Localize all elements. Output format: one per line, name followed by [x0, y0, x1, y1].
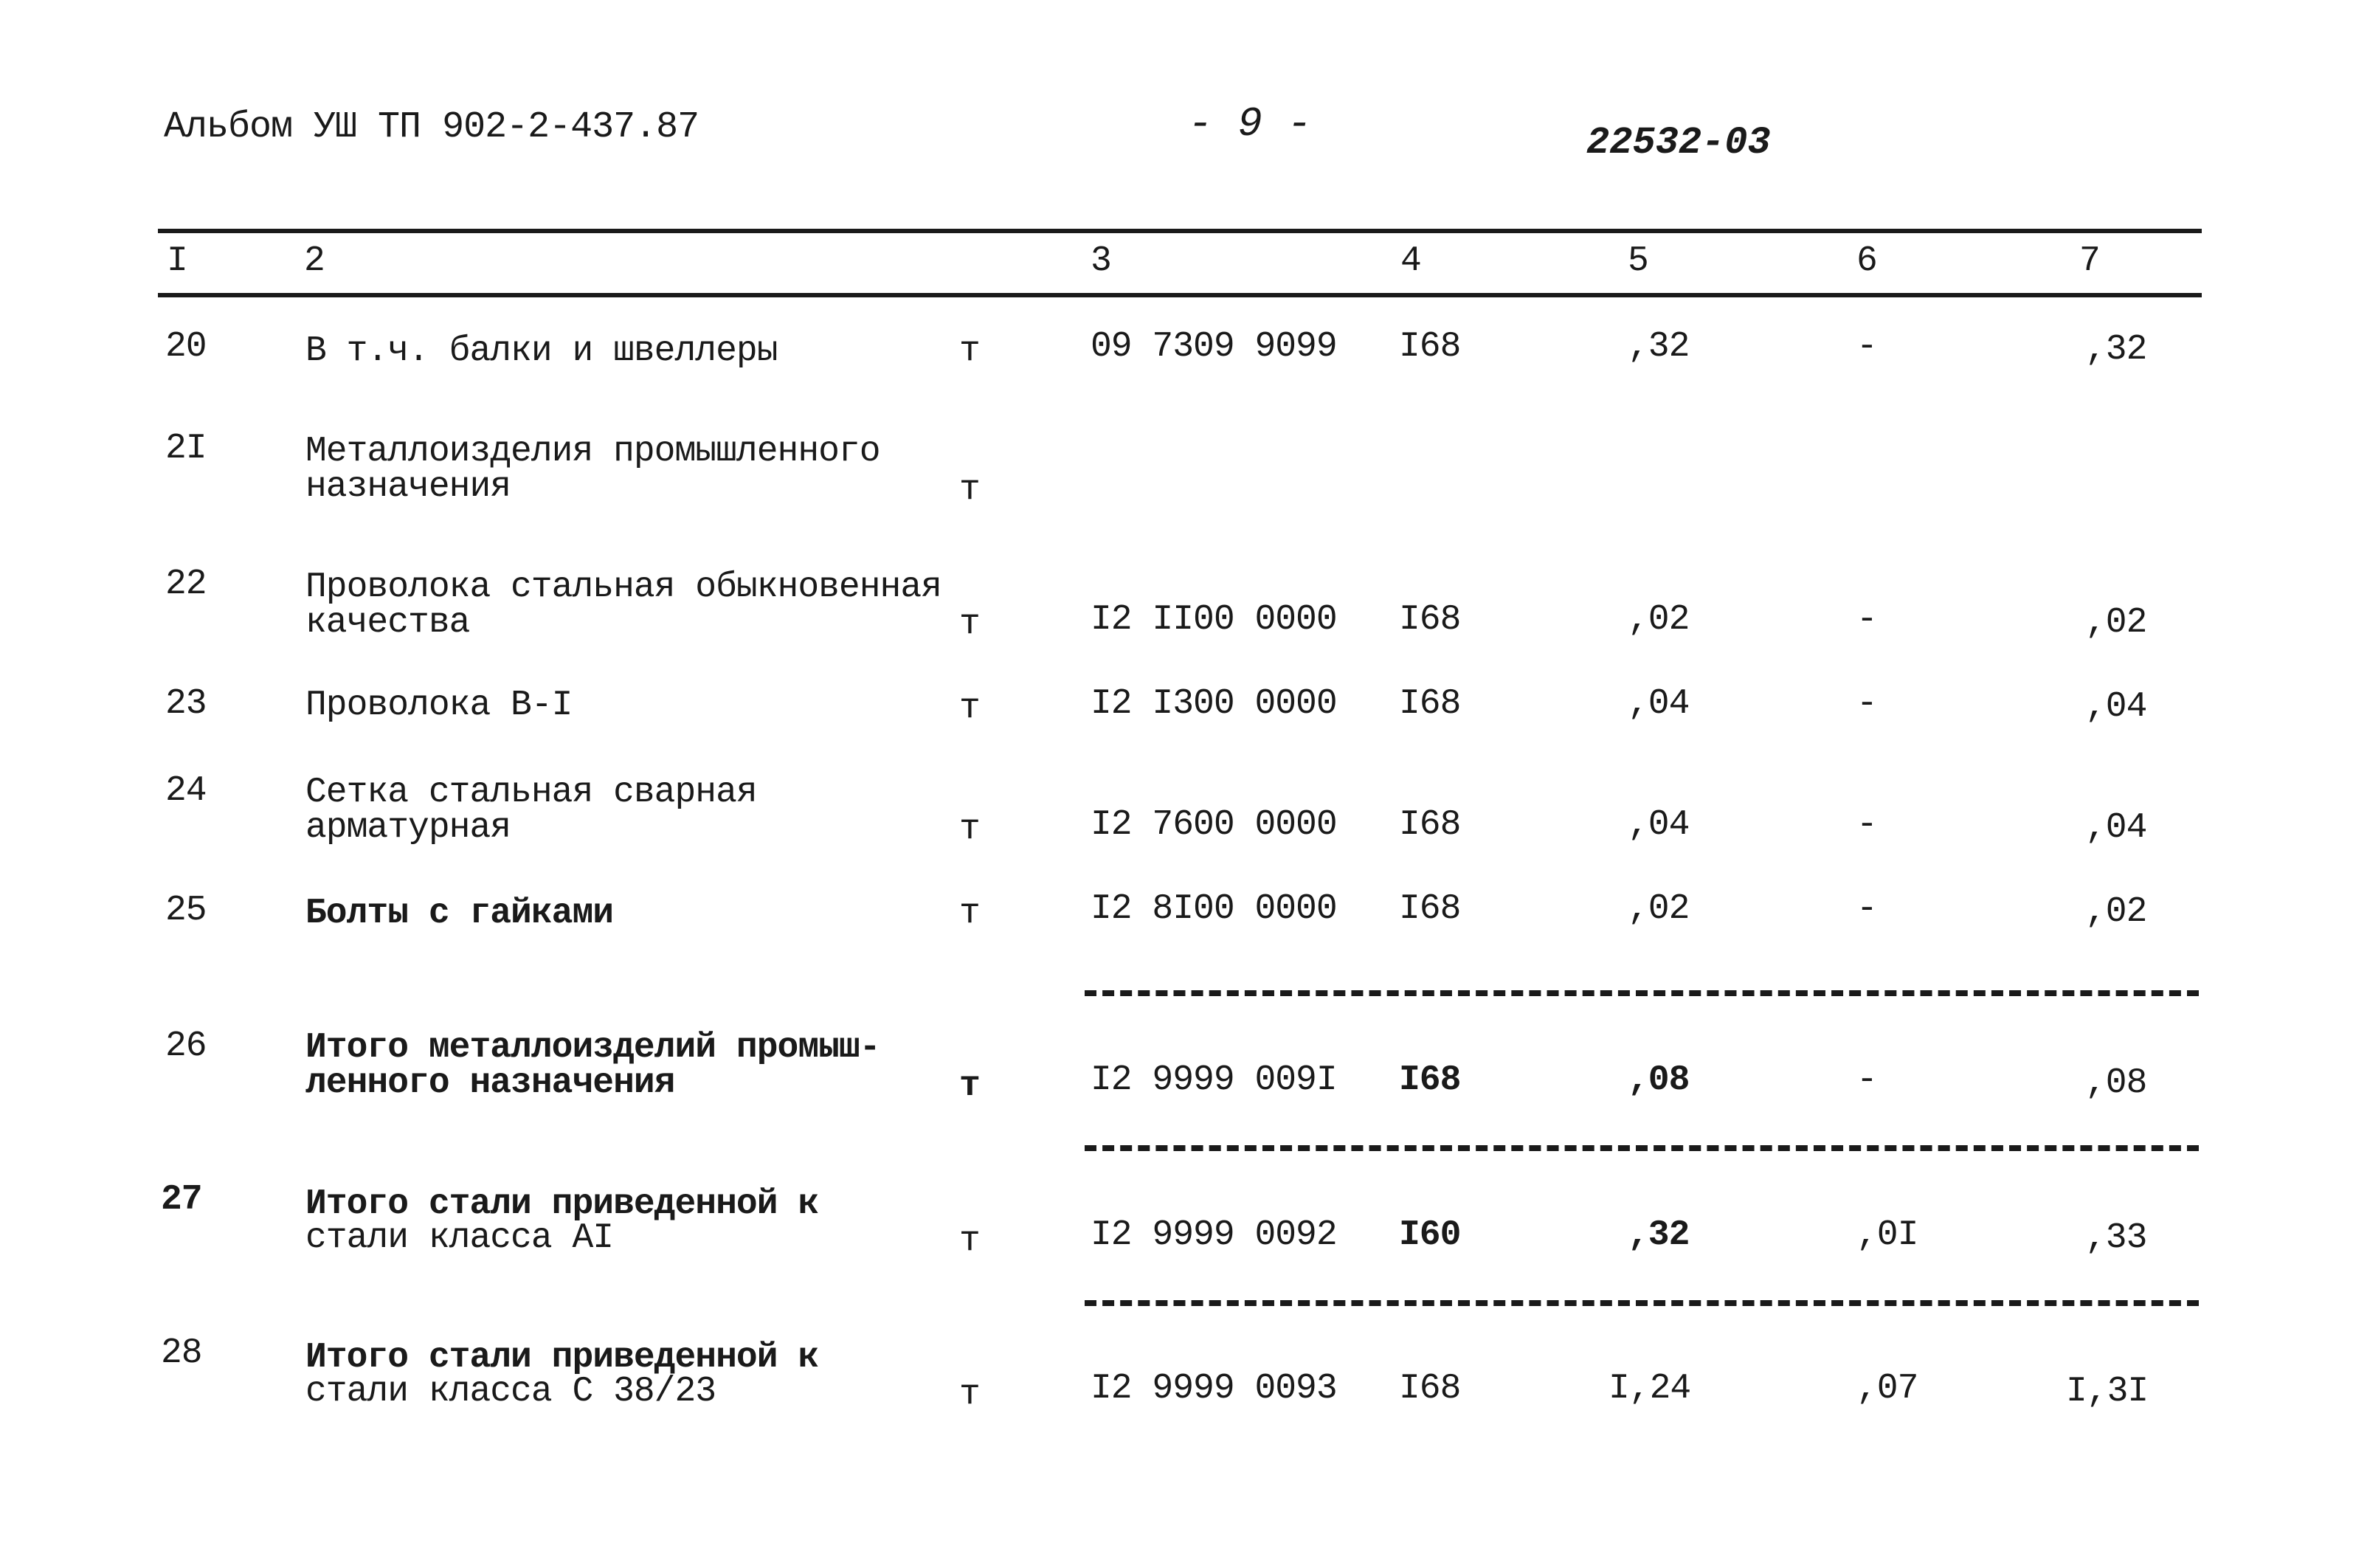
row-code: I2 9999 009I: [1091, 1060, 1337, 1100]
row-col-4: I68: [1399, 1060, 1461, 1100]
row-code: I2 7600 0000: [1091, 805, 1337, 845]
row-col-7: ,02: [2085, 603, 2147, 643]
column-header-1: I: [167, 241, 188, 281]
row-col-6: -: [1856, 684, 1877, 724]
row-col-4: I60: [1399, 1215, 1461, 1255]
row-name: Болты с гайками: [305, 894, 614, 933]
row-col-4: I68: [1399, 805, 1461, 845]
row-code: I2 8I00 0000: [1091, 889, 1337, 929]
column-header-6: 6: [1856, 241, 1878, 281]
subtotal-separator: [1085, 990, 2199, 996]
row-unit: т: [959, 1066, 981, 1106]
album-header: Альбом УШ ТП 902-2-437.87: [164, 106, 699, 148]
row-name-line-1: Итого стали приведенной к: [305, 1338, 819, 1378]
row-name-line-1: Металлоизделия промышленного: [305, 432, 880, 472]
row-col-4: I68: [1399, 684, 1461, 724]
row-name-line-2: назначения: [305, 467, 511, 507]
table-header-rule: [158, 293, 2202, 297]
row-code: I2 I300 0000: [1091, 684, 1337, 724]
column-header-4: 4: [1400, 241, 1422, 281]
row-unit: т: [959, 470, 981, 510]
row-name-line-1: Итого металлоизделий промыш-: [305, 1028, 880, 1068]
subtotal-separator: [1085, 1300, 2199, 1306]
row-col-6: -: [1856, 1060, 1877, 1100]
row-col-5: ,08: [1628, 1060, 1690, 1100]
row-col-6: ,07: [1856, 1369, 1918, 1409]
row-number: 24: [165, 771, 207, 811]
row-number: 20: [165, 327, 207, 367]
row-col-4: I68: [1399, 327, 1461, 367]
row-col-5: ,02: [1628, 600, 1690, 640]
row-col-5: ,04: [1628, 684, 1690, 724]
row-code: I2 II00 0000: [1091, 600, 1337, 640]
row-col-5: ,04: [1628, 805, 1690, 845]
row-name-line-2: стали класса С 38/23: [305, 1372, 716, 1412]
row-unit: т: [959, 604, 981, 644]
row-col-5: ,32: [1628, 1215, 1690, 1255]
row-unit: т: [959, 688, 981, 728]
row-unit: т: [959, 809, 981, 849]
column-header-7: 7: [2079, 241, 2101, 281]
row-name-line-2: стали класса AI: [305, 1218, 614, 1258]
row-col-6: -: [1856, 327, 1877, 367]
row-col-6: ,0I: [1856, 1215, 1918, 1255]
row-col-5: I,24: [1609, 1369, 1691, 1409]
row-name-line-2: арматурная: [305, 808, 511, 848]
row-col-4: I68: [1399, 889, 1461, 929]
row-name: Проволока В-I: [305, 685, 573, 725]
row-number: 22: [165, 564, 207, 604]
row-code: I2 9999 0093: [1091, 1369, 1337, 1409]
row-number: 26: [165, 1026, 207, 1066]
row-col-7: ,04: [2085, 687, 2147, 727]
row-col-7: I,3I: [2066, 1372, 2149, 1412]
column-header-3: 3: [1091, 241, 1112, 281]
row-col-4: I68: [1399, 1369, 1461, 1409]
row-number: 2I: [165, 429, 207, 469]
row-col-7: ,04: [2085, 808, 2147, 848]
document-code: 22532-03: [1586, 121, 1771, 165]
row-col-4: I68: [1399, 600, 1461, 640]
row-code: I2 9999 0092: [1091, 1215, 1337, 1255]
row-col-7: ,02: [2085, 892, 2147, 932]
row-name-line-2: ленного назначения: [305, 1063, 675, 1103]
row-col-6: -: [1856, 600, 1877, 640]
subtotal-separator: [1085, 1145, 2199, 1151]
page-number: - 9 -: [1188, 100, 1313, 148]
row-unit: т: [959, 1221, 981, 1261]
row-number: 28: [161, 1333, 202, 1373]
row-number: 27: [161, 1180, 202, 1220]
row-col-7: ,33: [2085, 1218, 2147, 1258]
row-col-7: ,08: [2085, 1063, 2147, 1103]
row-col-7: ,32: [2085, 330, 2147, 370]
row-number: 25: [165, 891, 207, 930]
row-unit: т: [959, 1375, 981, 1415]
row-code: 09 7309 9099: [1091, 327, 1337, 367]
row-name-line-1: Сетка стальная сварная: [305, 773, 757, 812]
column-header-2: 2: [304, 241, 325, 281]
column-header-5: 5: [1628, 241, 1649, 281]
row-name: В т.ч. балки и швеллеры: [305, 331, 778, 371]
row-name-line-1: Проволока стальная обыкновенная: [305, 567, 941, 607]
row-name-line-2: качества: [305, 603, 470, 643]
row-col-5: ,32: [1628, 327, 1690, 367]
row-unit: т: [959, 894, 981, 933]
row-col-6: -: [1856, 889, 1877, 929]
row-col-6: -: [1856, 805, 1877, 845]
row-unit: т: [959, 331, 981, 371]
row-name-line-1: Итого стали приведенной к: [305, 1184, 819, 1224]
row-number: 23: [165, 684, 207, 724]
row-col-5: ,02: [1628, 889, 1690, 929]
table-top-rule: [158, 229, 2202, 233]
